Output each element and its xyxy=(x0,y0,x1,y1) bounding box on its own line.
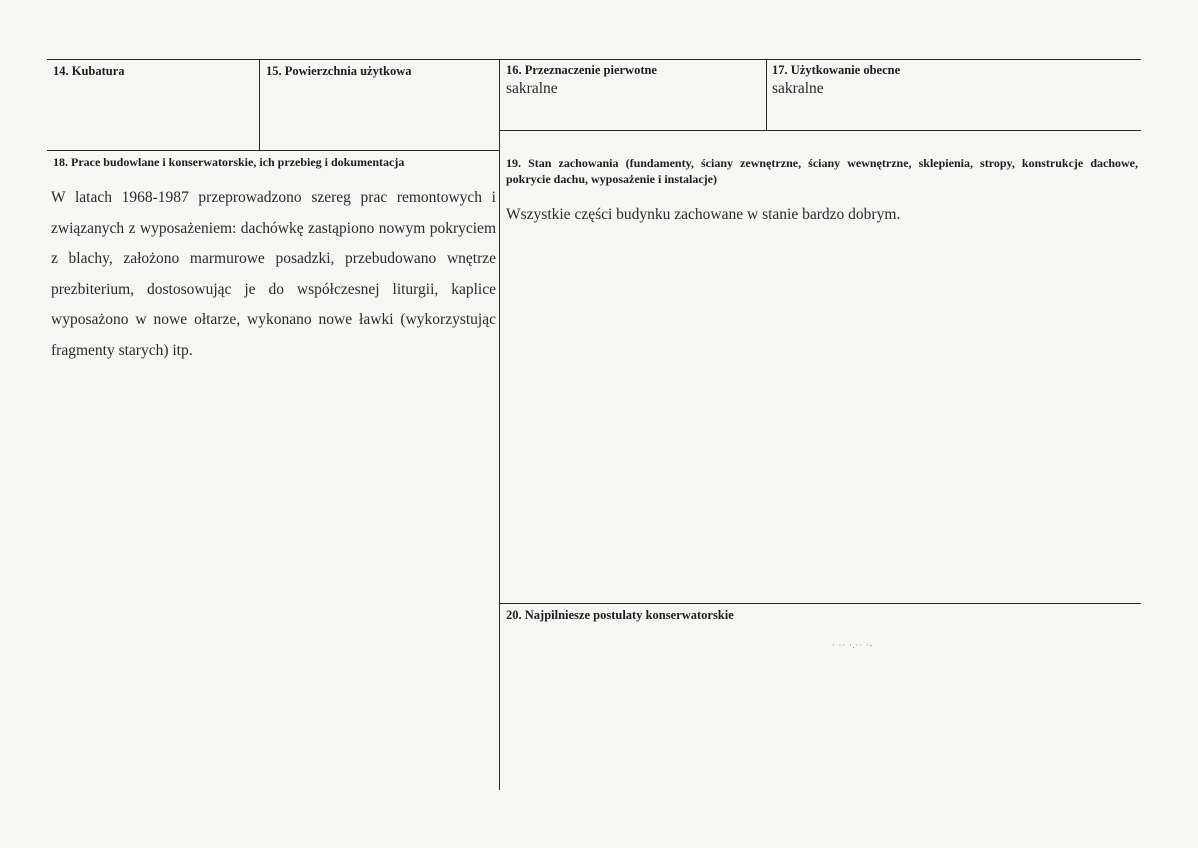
field-16-label: 16. Przeznaczenie pierwotne xyxy=(506,63,657,77)
section20-top-line xyxy=(499,603,1141,604)
field-20-label: 20. Najpilniesze postulaty konserwatorskie xyxy=(506,608,734,622)
divider-14-15 xyxy=(259,59,260,150)
center-divider xyxy=(499,59,500,790)
field-14-label: 14. Kubatura xyxy=(53,64,125,78)
field-19-value: Wszystkie części budynku zachowane w stanie bardzo dobrym. xyxy=(506,206,901,223)
divider-16-17 xyxy=(766,59,767,130)
scan-smudge: · ·· ·.·· ·- xyxy=(832,641,874,650)
field-19-label: 19. Stan zachowania (fundamenty, ściany zewnętrzne, ściany wewnętrzne, sklepienia, stropy, konstrukcje dachowe, pokrycie dachu, wyposażenie i instalacje) xyxy=(506,156,1138,186)
row1-bottom-line-right xyxy=(499,130,1141,131)
field-18-label: 18. Prace budowlane i konserwatorskie, ich przebieg i dokumentacja xyxy=(53,155,405,169)
field-17-value: sakralne xyxy=(772,80,824,97)
field-17-label: 17. Użytkowanie obecne xyxy=(772,63,901,77)
field-16-value: sakralne xyxy=(506,80,558,97)
top-border-line xyxy=(47,59,1141,60)
row1-bottom-line-left xyxy=(47,150,499,151)
field-18-value: W latach 1968-1987 przeprowadzono szereg prac remontowych i związanych z wyposażeniem: dachówkę zastąpiono nowym pokryciem z blachy, założono marmurowe posadzki, przebudowano wnętrze prezbiterium, dostosowując je do współczesnej liturgii, kaplice wyposażono w nowe ołtarze, wykonano nowe ławki (wykorzystując fragmenty starych) itp. xyxy=(51,189,496,359)
field-15-label: 15. Powierzchnia użytkowa xyxy=(266,64,412,78)
